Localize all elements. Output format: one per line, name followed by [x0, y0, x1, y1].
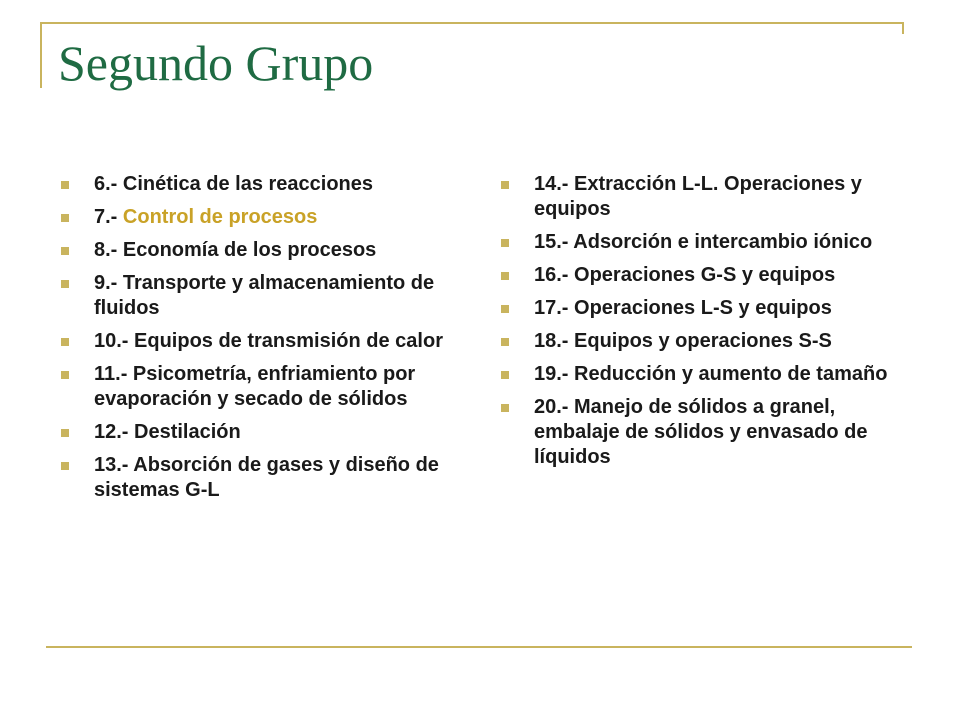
square-bullet-icon — [501, 305, 509, 313]
list-item-text: 9.- Transporte y almacenamiento de fluidos — [94, 272, 435, 319]
list-item-text: 6.- Cinética de las reacciones — [94, 173, 374, 195]
list-item-text: 10.- Equipos de transmisión de calor — [94, 330, 443, 352]
square-bullet-icon — [501, 239, 509, 247]
list-item — [498, 329, 908, 354]
square-bullet-icon — [61, 247, 69, 255]
title-frame-left-rule — [40, 22, 42, 88]
square-bullet-icon — [501, 181, 509, 189]
list-item — [498, 263, 908, 288]
list-item — [58, 362, 458, 412]
square-bullet-icon — [61, 371, 69, 379]
list-item — [498, 172, 908, 222]
list-item — [58, 329, 458, 354]
list-item-text: 19.- Reducción y aumento de tamaño — [534, 363, 888, 385]
list-item — [58, 420, 458, 445]
footer-rule — [46, 646, 912, 648]
left-topic-list — [58, 172, 458, 511]
square-bullet-icon — [501, 371, 509, 379]
title-frame-top-rule — [40, 22, 904, 24]
list-item-text: 12.- Destilación — [94, 421, 241, 443]
list-item-text: 11.- Psicometría, enfriamiento por evaporación y secado de sólidos — [94, 363, 416, 410]
list-item — [58, 271, 458, 321]
list-item-text: 17.- Operaciones L-S y equipos — [534, 297, 832, 319]
list-item — [498, 395, 908, 470]
square-bullet-icon — [61, 280, 69, 288]
square-bullet-icon — [61, 462, 69, 470]
square-bullet-icon — [501, 404, 509, 412]
square-bullet-icon — [61, 214, 69, 222]
square-bullet-icon — [61, 181, 69, 189]
square-bullet-icon — [501, 272, 509, 280]
list-item-text: 18.- Equipos y operaciones S-S — [534, 330, 832, 352]
list-item — [58, 205, 458, 230]
list-item — [498, 230, 908, 255]
list-item-highlight: Control de procesos — [122, 206, 318, 228]
list-item — [58, 172, 458, 197]
list-item-text: 20.- Manejo de sólidos a granel, embalaje de sólidos y envasado de líquidos — [534, 396, 868, 468]
list-item — [498, 362, 908, 387]
square-bullet-icon — [61, 338, 69, 346]
right-topic-list — [498, 172, 908, 478]
title-frame-right-tick — [902, 22, 904, 34]
list-item — [58, 238, 458, 263]
square-bullet-icon — [61, 429, 69, 437]
list-item-text: 16.- Operaciones G-S y equipos — [534, 264, 836, 286]
slide-title: Segundo Grupo — [58, 35, 374, 91]
list-item-text: 8.- Economía de los procesos — [94, 239, 377, 261]
list-item-text: 15.- Adsorción e intercambio iónico — [534, 231, 873, 253]
list-item-prefix: 7.- — [94, 206, 123, 228]
square-bullet-icon — [501, 338, 509, 346]
list-item-text: 13.- Absorción de gases y diseño de sistemas G-L — [94, 454, 439, 501]
list-item — [498, 296, 908, 321]
list-item — [58, 453, 458, 503]
list-item-text: 14.- Extracción L-L. Operaciones y equipos — [534, 173, 862, 220]
